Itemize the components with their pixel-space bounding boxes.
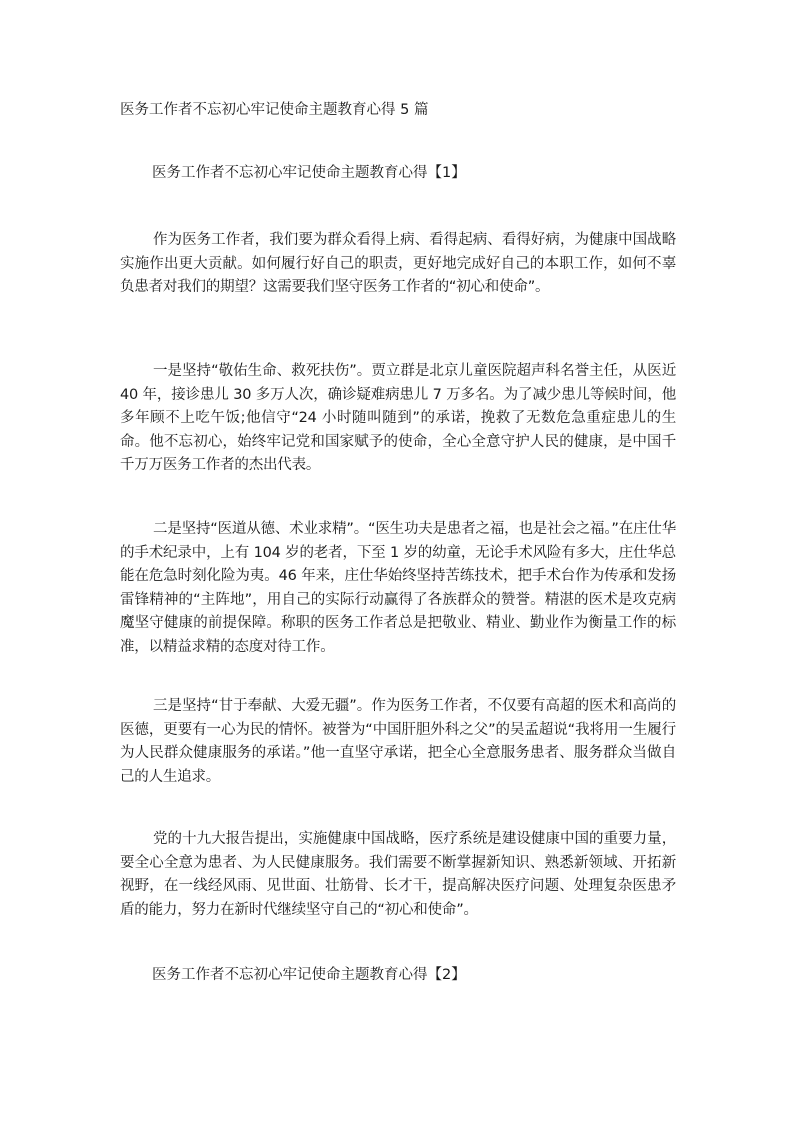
section-heading-1: 医务工作者不忘初心牢记使命主题教育心得【1】: [152, 165, 466, 181]
paragraph: 二是坚持“医道从德、术业求精”。“医生功夫是患者之福，也是社会之福。”在庄仕华的手术纪录中，上有 104 岁的老者，下至 1 岁的幼童，无论手术风险有多大，庄仕华总能在危急时刻化险为夷。46 年来，庄仕华始终坚持苦练技术，把手术台作为传承和发扬雷锋精神的“主阵地”，用自己的实际行动赢得了各族群众的赞誉。精湛的医术是攻克病魔坚守健康的前提保障。称职的医务工作者总是把敬业、精业、勤业作为衡量工作的标准，以精益求精的态度对待工作。: [120, 521, 676, 655]
paragraph: 三是坚持“甘于奉献、大爱无疆”。作为医务工作者，不仅要有高超的医术和高尚的医德，更要有一心为民的情怀。被誉为“中国肝胆外科之父”的吴孟超说“我将用一生履行为人民群众健康服务的承诺。”他一直坚守承诺，把全心全意服务患者、服务群众当做自己的人生追求。: [120, 698, 676, 785]
paragraph: 作为医务工作者，我们要为群众看得上病、看得起病、看得好病，为健康中国战略实施作出更大贡献。如何履行好自己的职责，更好地完成好自己的本职工作，如何不辜负患者对我们的期望？这需要我们坚守医务工作者的“初心和使命”。: [120, 232, 676, 296]
paragraph: 一是坚持“敬佑生命、救死扶伤”。贾立群是北京儿童医院超声科名誉主任，从医近 40 年，接诊患儿 30 多万人次，确诊疑难病患儿 7 万多名。为了减少患儿等候时间，他多年顾不上吃午饭;他信守“24 小时随叫随到”的承诺，挽救了无数危急重症患儿的生命。他不忘初心，始终牢记党和国家赋予的使命，全心全意守护人民的健康，是中国千千万万医务工作者的杰出代表。: [120, 363, 676, 474]
paragraph: 党的十九大报告提出，实施健康中国战略，医疗系统是建设健康中国的重要力量，要全心全意为患者、为人民健康服务。我们需要不断掌握新知识、熟悉新领域、开拓新视野，在一线经风雨、见世面、壮筋骨、长才干，提高解决医疗问题、处理复杂医患矛盾的能力，努力在新时代继续坚守自己的“初心和使命”。: [120, 831, 676, 918]
document-title: 医务工作者不忘初心牢记使命主题教育心得 5 篇: [120, 102, 429, 118]
section-heading-2: 医务工作者不忘初心牢记使命主题教育心得【2】: [152, 967, 466, 983]
